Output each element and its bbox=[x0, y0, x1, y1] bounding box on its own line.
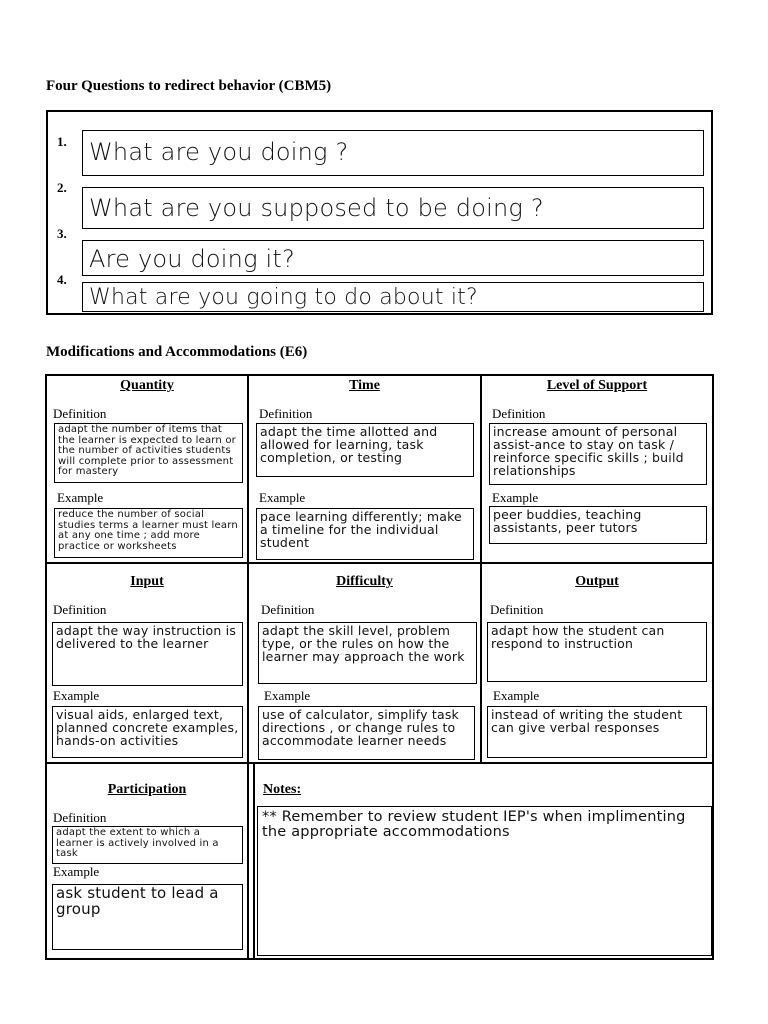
cell-title: Time bbox=[349, 378, 380, 393]
question-answer: What are you supposed to be doing ? bbox=[82, 187, 704, 229]
example-text: reduce the number of social studies terms a learner must learn at any one time ; add more practice or worksheets bbox=[54, 508, 243, 558]
definition-text: adapt the time allotted and allowed for learning, task completion, or testing bbox=[256, 423, 474, 477]
question-number: 2. bbox=[57, 180, 67, 195]
definition-label: Definition bbox=[53, 406, 107, 421]
example-label: Example bbox=[264, 688, 311, 703]
definition-text: adapt the extent to which a learner is actively involved in a task bbox=[52, 826, 243, 864]
definition-label: Definition bbox=[53, 602, 107, 617]
example-label: Example bbox=[53, 864, 100, 879]
example-label: Example bbox=[259, 490, 306, 505]
cell-time bbox=[249, 376, 480, 562]
definition-label: Definition bbox=[259, 406, 313, 421]
example-text: ask student to lead a group bbox=[52, 884, 243, 950]
notes-title-colon: : bbox=[296, 782, 302, 797]
question-number: 1. bbox=[57, 134, 67, 149]
cell-title: Output bbox=[575, 574, 619, 589]
example-label: Example bbox=[57, 490, 104, 505]
cell-notes bbox=[255, 764, 712, 960]
cell-title: Participation bbox=[107, 782, 187, 797]
example-label: Example bbox=[492, 490, 539, 505]
definition-text: increase amount of personal assist-ance to stay on task / reinforce specific skills ; build relationships bbox=[489, 423, 707, 485]
example-text: pace learning differently; make a timeline for the individual student bbox=[256, 508, 474, 560]
questions-title: Four Questions to redirect behavior (CBM5) bbox=[46, 78, 332, 94]
example-text: peer buddies, teaching assistants, peer tutors bbox=[489, 506, 707, 544]
cell-participation bbox=[47, 764, 247, 960]
cell-difficulty bbox=[249, 564, 480, 762]
notes-title bbox=[263, 782, 301, 798]
questions-box bbox=[46, 110, 713, 315]
cell-input bbox=[47, 564, 247, 762]
question-answer: Are you doing it? bbox=[82, 240, 704, 276]
notes-title-text: Notes bbox=[263, 782, 297, 797]
definition-label: Definition bbox=[490, 602, 544, 617]
definition-label: Definition bbox=[492, 406, 546, 421]
cell-title: Input bbox=[130, 574, 164, 589]
cell-title: Level of Support bbox=[546, 378, 648, 393]
cell-title: Quantity bbox=[120, 378, 174, 393]
definition-text: adapt the way instruction is delivered to the learner bbox=[52, 622, 243, 686]
example-text: instead of writing the student can give verbal responses bbox=[487, 706, 707, 758]
definition-text: adapt how the student can respond to instruction bbox=[487, 622, 707, 682]
mods-title: Modifications and Accommodations (E6) bbox=[46, 344, 308, 360]
question-answer: What are you going to do about it? bbox=[82, 282, 704, 312]
example-text: visual aids, enlarged text, planned concrete examples, hands-on activities bbox=[52, 706, 243, 758]
cell-quantity bbox=[47, 376, 247, 562]
definition-label: Definition bbox=[261, 602, 315, 617]
cell-level-of-support bbox=[482, 376, 712, 562]
cell-title: Difficulty bbox=[336, 574, 393, 589]
mods-grid bbox=[45, 374, 714, 960]
question-number: 4. bbox=[57, 272, 67, 287]
question-number: 3. bbox=[57, 226, 67, 241]
example-label: Example bbox=[53, 688, 100, 703]
notes-text: ** Remember to review student IEP's when implimenting the appropriate accommodations bbox=[257, 806, 712, 956]
definition-text: adapt the number of items that the learner is expected to learn or the number of activities students will complete prior to assessment for mastery bbox=[54, 423, 243, 483]
question-answer: What are you doing ? bbox=[82, 130, 704, 176]
cell-output bbox=[482, 564, 712, 762]
example-text: use of calculator, simplify task directions , or change rules to accommodate learner needs bbox=[258, 706, 475, 760]
example-label: Example bbox=[493, 688, 540, 703]
definition-text: adapt the skill level, problem type, or the rules on how the learner may approach the work bbox=[258, 622, 477, 684]
definition-label: Definition bbox=[53, 810, 107, 825]
